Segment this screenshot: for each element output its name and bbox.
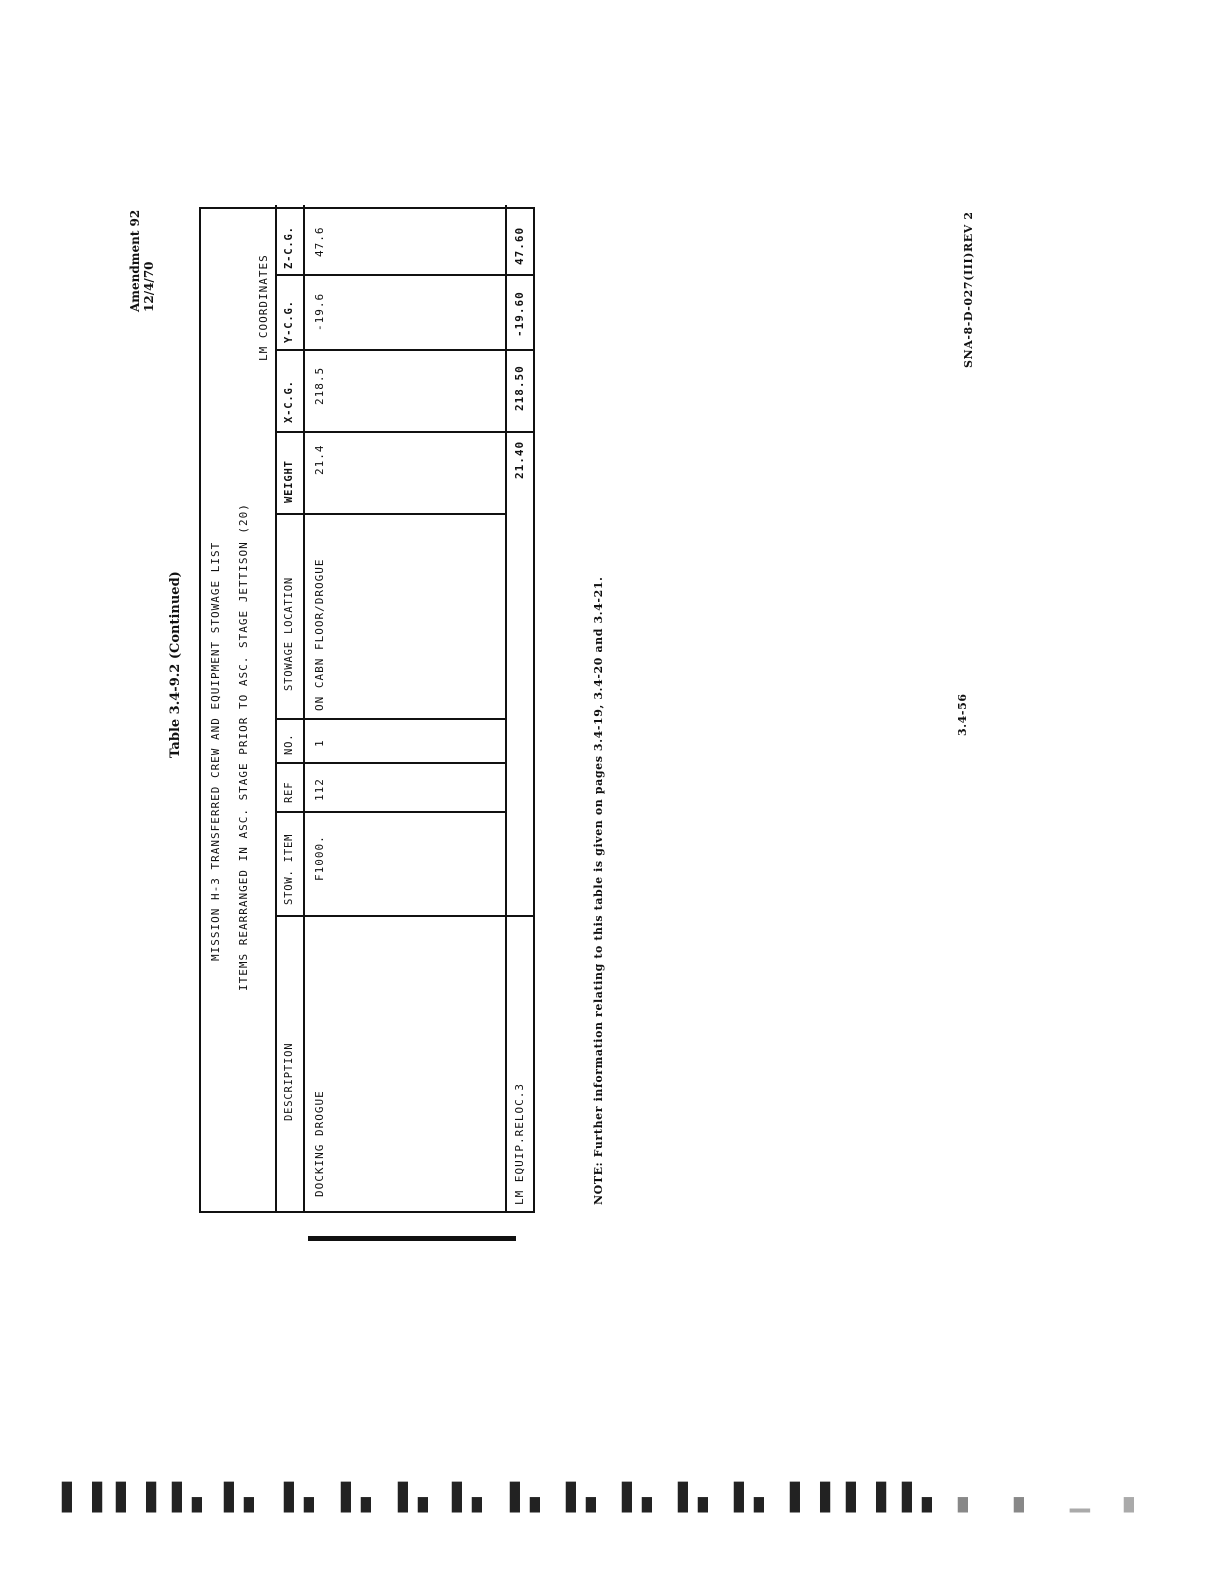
table-caption: Table 3.4-9.2 (Continued) [168,571,183,758]
col-header-y-cg: Y-C.G. [283,300,295,343]
col-header-stow-item: STOW. ITEM [283,833,295,905]
total-label: LM EQUIP.RELOC.3 [513,1083,526,1205]
col-header-z-cg: Z-C.G. [283,226,295,269]
stowage-table [199,207,535,1213]
page-number: 3.4-56 [956,693,969,736]
scan-edge-marks: ▌▐ ▌▐ ▌▖ ▌▖ ▌▖ ▌▖ ▌▖ ▌▖ ▌▖ ▌▖ ▌▖ ▌▖ ▌▖ ▌▐ ▌▐ ▌▖ ▖ ▖ ▁ ▖ [62,1483,1144,1513]
amendment-block [128,210,156,312]
col-header-weight: WEIGHT [283,460,295,503]
row-no: 1 [313,739,326,747]
col-header-description: DESCRIPTION [283,1042,295,1121]
col-header-stowage-location: STOWAGE LOCATION [283,577,295,691]
table-note: NOTE: Further information relating to this table is given on pages 3.4-19, 3.4-20 and 3.4-21. [592,576,605,1205]
table-title-1: MISSION H-3 TRANSFERRED CREW AND EQUIPMENT STOWAGE LIST [209,541,222,961]
row-weight: 21.4 [313,444,326,475]
col-header-no: NO. [283,733,295,755]
total-weight: 21.40 [513,440,526,479]
amendment-date: 12/4/70 [142,261,156,312]
amendment-number: Amendment 92 [128,209,142,312]
total-x-cg: 218.50 [513,365,526,411]
col-header-x-cg: X-C.G. [283,380,295,423]
row-y-cg: -19.6 [313,292,326,331]
total-y-cg: -19.60 [513,291,526,337]
row-stowage-location: ON CABN FLOOR/DROGUE [313,558,326,711]
row-stow-item: F1000. [313,835,326,881]
table-title-2: ITEMS REARRANGED IN ASC. STAGE PRIOR TO ASC. STAGE JETTISON (20) [237,503,250,991]
total-z-cg: 47.60 [513,226,526,265]
row-z-cg: 47.6 [313,226,326,257]
row-description: DOCKING DROGUE [313,1090,326,1197]
row-ref: 112 [313,778,326,801]
row-x-cg: 218.5 [313,366,326,405]
coordinates-group-header: LM COORDINATES [257,254,270,361]
document-id: SNA-8-D-027(III)REV 2 [962,211,975,368]
revision-bar [308,1236,516,1241]
col-header-ref: REF [283,781,295,803]
